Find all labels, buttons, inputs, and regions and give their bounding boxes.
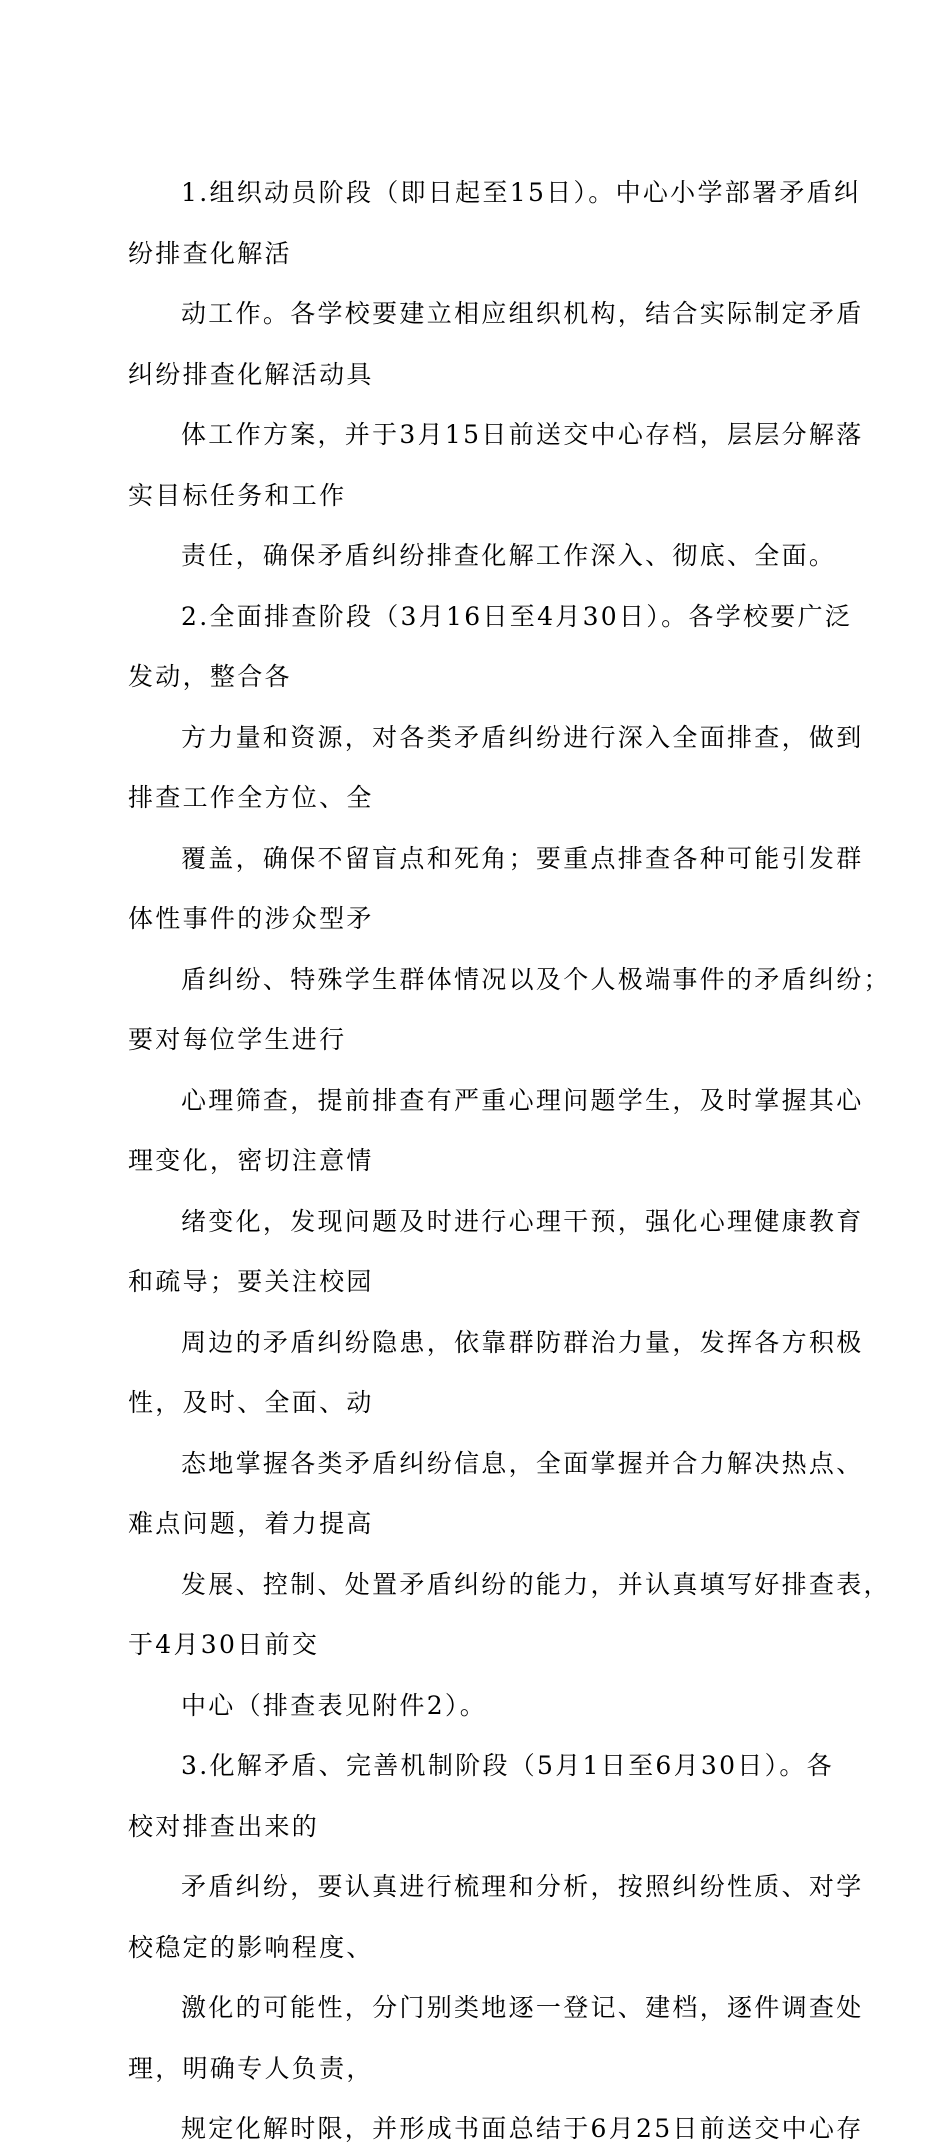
text-line: 要对每位学生进行 [128,1025,347,1054]
text-line: 2.全面排查阶段（3月16日至4月30日）。各学校要广泛 [181,602,853,631]
text-line: 实目标任务和工作 [128,481,347,510]
text-line: 排查工作全方位、全 [128,783,374,812]
text-line: 心理筛查，提前排查有严重心理问题学生，及时掌握其心 [181,1086,864,1115]
text-line: 发动，整合各 [128,662,292,691]
text-line: 绪变化，发现问题及时进行心理干预，强化心理健康教育 [181,1207,864,1236]
text-line: 理变化，密切注意情 [128,1146,374,1175]
text-line: 发展、控制、处置矛盾纠纷的能力，并认真填写好排查表， [181,1570,891,1599]
text-line: 和疏导；要关注校园 [128,1267,374,1296]
text-line: 3.化解矛盾、完善机制阶段（5月1日至6月30日）。各 [181,1751,834,1780]
text-line: 矛盾纠纷，要认真进行梳理和分析，按照纠纷性质、对学 [181,1872,864,1901]
text-line: 1.组织动员阶段（即日起至15日）。中心小学部署矛盾纠 [181,178,862,207]
text-line: 校稳定的影响程度、 [128,1933,374,1962]
text-line: 理，明确专人负责， [128,2054,374,2083]
text-line: 责任，确保矛盾纠纷排查化解工作深入、彻底、全面。 [181,541,837,570]
text-line: 激化的可能性，分门别类地逐一登记、建档，逐件调查处 [181,1993,864,2022]
text-line: 于4月30日前交 [128,1630,320,1659]
text-line: 规定化解时限，并形成书面总结于6月25日前送交中心存 [181,2114,864,2143]
text-line: 体工作方案，并于3月15日前送交中心存档，层层分解落 [181,420,864,449]
text-line: 中心（排查表见附件2）。 [181,1691,488,1720]
text-line: 盾纠纷、特殊学生群体情况以及个人极端事件的矛盾纠纷； [181,965,891,994]
text-line: 性，及时、全面、动 [128,1388,374,1417]
text-line: 方力量和资源，对各类矛盾纠纷进行深入全面排查，做到 [181,723,864,752]
text-line: 校对排查出来的 [128,1812,320,1841]
text-line: 纠纷排查化解活动具 [128,360,374,389]
text-line: 体性事件的涉众型矛 [128,904,374,933]
text-line: 纷排查化解活 [128,239,292,268]
text-line: 周边的矛盾纠纷隐患，依靠群防群治力量，发挥各方积极 [181,1328,864,1357]
text-line: 动工作。各学校要建立相应组织机构，结合实际制定矛盾 [181,299,864,328]
text-line: 覆盖，确保不留盲点和死角；要重点排查各种可能引发群 [181,844,864,873]
text-line: 态地掌握各类矛盾纠纷信息，全面掌握并合力解决热点、 [181,1449,864,1478]
text-line: 难点问题，着力提高 [128,1509,374,1538]
